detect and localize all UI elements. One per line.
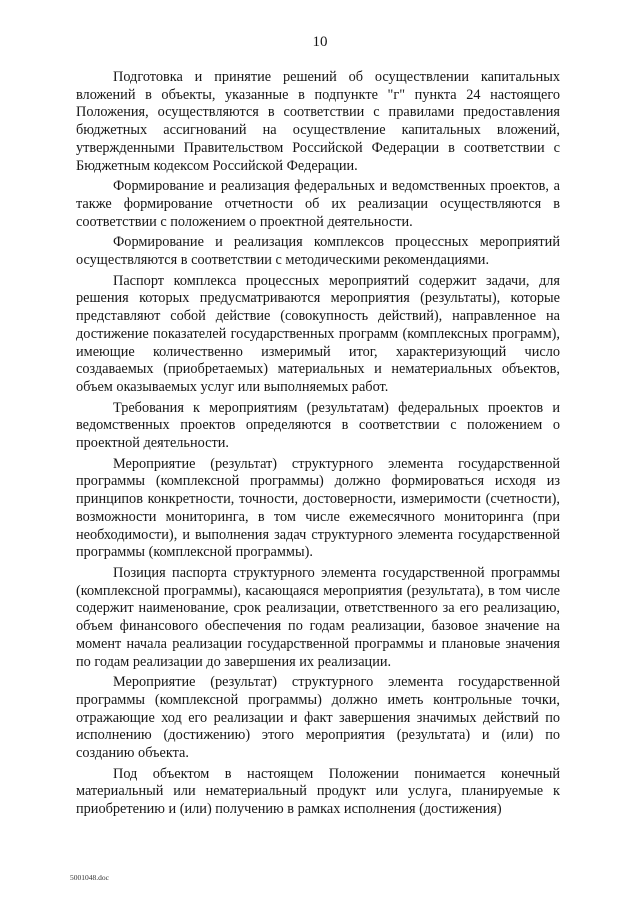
paragraph-measure-principles: Мероприятие (результат) структурного элемента государственной программы (комплексной программы) должно формироваться исходя из принципов конкретности, точности, достоверности, измеримости (счетности), возможности мониторинга, в том числе ежемесячного мониторинга (при необходимости), и выполнения задач структурного элемента государственной программы (комплексной программы). bbox=[76, 455, 560, 561]
paragraph-control-points: Мероприятие (результат) структурного элемента государственной программы (комплексной программы) должно иметь контрольные точки, отражающие ход его реализации и факт завершения значимых действий по исполнению (достижению) этого мероприятия (результата) и (или) по созданию объекта. bbox=[76, 674, 560, 762]
paragraph-federal-projects: Формирование и реализация федеральных и ведомственных проектов, а также формирование отчетности об их реализации осуществляются в соответствии с положением о проектной деятельности. bbox=[76, 178, 560, 230]
page-number: 10 bbox=[312, 34, 328, 50]
paragraph-object-definition: Под объектом в настоящем Положении понимается конечный материальный или нематериальный продукт или услуга, планируемые к приобретению и (или) получению в рамках исполнения (достижения) bbox=[76, 765, 560, 818]
footer-file-code: 5001048.doc bbox=[70, 873, 109, 882]
paragraph-process-complexes: Формирование и реализация комплексов процессных мероприятий осуществляются в соответствии с методическими рекомендациями. bbox=[76, 234, 560, 269]
paragraph-capital-investments: Подготовка и принятие решений об осуществлении капитальных вложений в объекты, указанные в подпункте "г" пункта 24 настоящего Положения, осуществляются в соответствии с правилами предоставления бюджетных ассигнований на осуществление капитальных вложений, утвержденными Правительством Российской Федерации в соответствии с Бюджетным кодексом Российской Федерации. bbox=[76, 69, 560, 174]
paragraph-passport-tasks: Паспорт комплекса процессных мероприятий содержит задачи, для решения которых предусматриваются мероприятия (результаты), которые представляют собой действие (совокупность действий), направленное на достижение показателей государственных программ (комплексных программ), имеющие количественно измеримый итог, характеризующий число создаваемых (приобретаемых) материальных и нематериальных объектов, объем оказываемых услуг или выполняемых работ. bbox=[76, 272, 560, 395]
paragraph-requirements: Требования к мероприятиям (результатам) федеральных проектов и ведомственных проектов определяются в соответствии с положением о проектной деятельности. bbox=[76, 399, 560, 452]
paragraph-passport-position: Позиция паспорта структурного элемента государственной программы (комплексной программы), касающаяся мероприятия (результата), в том числе содержит наименование, срок реализации, ответственного за его реализацию, объем финансового обеспечения по годам реализации, базовое значение на момент начала реализации государственной программы и плановые значения по годам реализации до завершения их реализации. bbox=[76, 564, 560, 670]
document-body bbox=[76, 69, 560, 822]
